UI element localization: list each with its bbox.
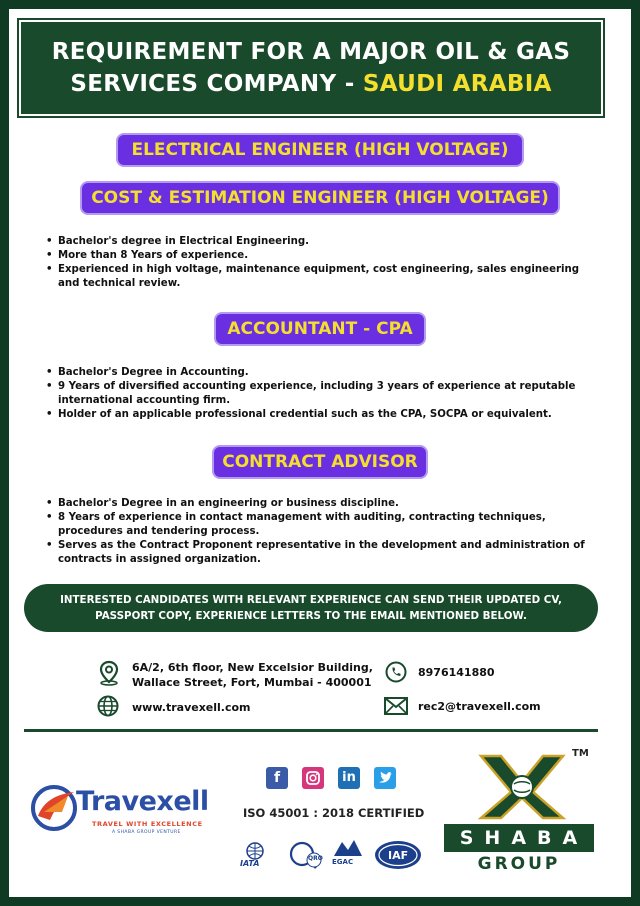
iso-certification: ISO 45001 : 2018 CERTIFIED (243, 806, 425, 820)
instagram-icon[interactable] (302, 767, 324, 789)
iata-label: IATA (240, 859, 260, 868)
list-item: • Holder of an applicable professional credential such as the CPA, SOCPA or equivalent. (44, 408, 592, 422)
qro-logo (288, 840, 324, 872)
email-icon (384, 697, 408, 715)
website-link[interactable]: www.travexell.com (132, 701, 251, 714)
header-country: SAUDI ARABIA (362, 71, 552, 97)
header-line-2-prefix: SERVICES COMPANY - (70, 71, 363, 97)
phone-number: 8976141880 (418, 666, 495, 679)
shaba-group-label: GROUP (477, 854, 561, 874)
list-item: • Serves as the Contract Proponent representative in the development and administration of contracts in assigned organization. (44, 539, 592, 567)
travexell-subtitle: A SHABA GROUP VENTURE (112, 830, 181, 835)
address-line-2: Wallace Street, Fort, Mumbai - 400001 (132, 676, 372, 689)
header-line-1: REQUIREMENT FOR A MAJOR OIL & GAS (51, 39, 571, 65)
list-item: • More than 8 Years of experience. (44, 249, 592, 263)
apply-instructions-banner (24, 584, 598, 632)
list-item: • Experienced in high voltage, maintenance equipment, cost engineering, sales engineering and technical review. (44, 263, 592, 291)
phone-icon (385, 661, 407, 683)
facebook-icon[interactable]: f (266, 767, 288, 789)
qro-label: QRO (308, 855, 323, 862)
bullet-list-contract-advisor (44, 497, 592, 567)
twitter-icon[interactable] (374, 767, 396, 789)
list-item: • 8 Years of experience in contact management with auditing, contracting techniques, procedures and tendering process. (44, 511, 592, 539)
list-item: • 9 Years of diversified accounting experience, including 3 years of experience at reputable international accounting firm. (44, 380, 592, 408)
location-pin-icon (98, 660, 120, 686)
list-item: • Bachelor's degree in Electrical Engineering. (44, 235, 592, 249)
bullet-list-accountant (44, 366, 592, 422)
egac-logo (330, 836, 366, 872)
header-banner (19, 20, 603, 116)
iaf-label: IAF (388, 849, 409, 862)
shaba-wordmark: SHABA (444, 824, 594, 852)
trademark-symbol: TM (572, 748, 589, 759)
iata-logo (234, 842, 276, 870)
list-item: • Bachelor's Degree in Accounting. (44, 366, 592, 380)
job-title-electrical-engineer: ELECTRICAL ENGINEER (HIGH VOLTAGE) (118, 135, 522, 165)
header-line-2 (70, 68, 551, 100)
travexell-logo-text: Travexell (76, 786, 209, 817)
list-item: • Bachelor's Degree in an engineering or business discipline. (44, 497, 592, 511)
travexell-tagline: TRAVEL WITH EXCELLENCE (92, 820, 203, 828)
travexell-logo-icon (28, 782, 82, 834)
job-title-accountant: ACCOUNTANT - CPA (216, 314, 424, 344)
bullet-list-engineering (44, 235, 592, 291)
address (132, 660, 373, 690)
banner-line-2: PASSPORT COPY, EXPERIENCE LETTERS TO THE EMAIL MENTIONED BELOW. (95, 610, 527, 622)
banner-line-1: INTERESTED CANDIDATES WITH RELEVANT EXPERIENCE CAN SEND THEIR UPDATED CV, (60, 594, 562, 606)
globe-icon (97, 695, 119, 717)
egac-label: EGAC (332, 858, 354, 866)
footer-divider (24, 729, 598, 732)
job-title-cost-estimation-engineer: COST & ESTIMATION ENGINEER (HIGH VOLTAGE) (82, 183, 558, 213)
job-title-contract-advisor: CONTRACT ADVISOR (214, 447, 426, 477)
shaba-logo-icon (477, 754, 567, 820)
iaf-logo (373, 839, 423, 871)
linkedin-icon[interactable]: in (338, 767, 360, 789)
email-link[interactable]: rec2@travexell.com (418, 700, 541, 713)
address-line-1: 6A/2, 6th floor, New Excelsior Building, (132, 661, 373, 674)
